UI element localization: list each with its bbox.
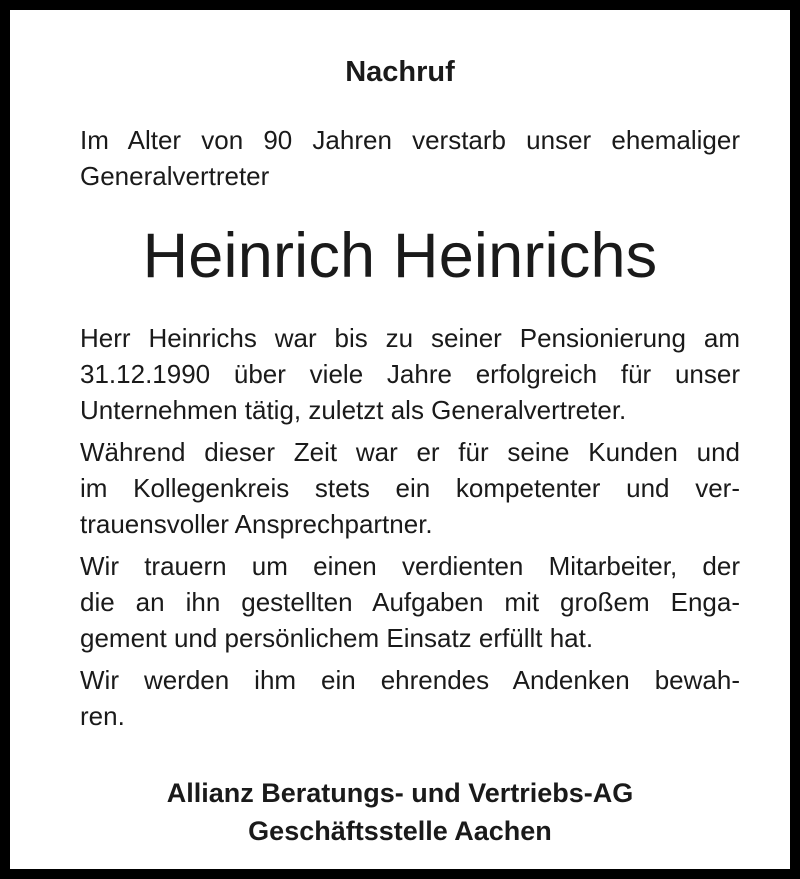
text-line: Wir trauern um einen verdienten Mitarbeiter, der [80,551,740,581]
paragraph-remembrance [80,662,740,734]
company-name: Allianz Beratungs- und Vertriebs-AG [166,778,634,808]
deceased-name: Heinrich Heinrichs [142,221,658,291]
intro-text [80,122,740,194]
text-line: gement und persönlichem Einsatz erfüllt hat. [80,623,594,653]
text-line: Wir werden ihm ein ehrendes Andenken bewah- [80,665,740,695]
intro-line: Im Alter von 90 Jahren verstarb unser ehemaliger [80,125,740,155]
paragraph-mourning [80,548,740,656]
text-line: trauensvoller Ansprechpartner. [80,509,433,539]
company-branch: Geschäftsstelle Aachen [248,816,552,846]
text-line: Während dieser Zeit war er für seine Kunden und [80,437,740,467]
paragraph-character [80,434,740,542]
text-line: 31.12.1990 über viele Jahre erfolgreich für unser [80,359,740,389]
intro-line: Generalvertreter [80,161,270,191]
text-line: Unternehmen tätig, zuletzt als Generalvertreter. [80,395,627,425]
text-line: die an ihn gestellten Aufgaben mit großem Enga- [80,587,740,617]
text-line: Herr Heinrichs war bis zu seiner Pensionierung am [80,323,740,353]
text-line: ren. [80,701,125,731]
paragraph-career [80,320,740,428]
text-line: im Kollegenkreis stets ein kompetenter und ver- [80,473,740,503]
notice-heading: Nachruf [345,56,455,88]
company-signature [10,774,790,850]
